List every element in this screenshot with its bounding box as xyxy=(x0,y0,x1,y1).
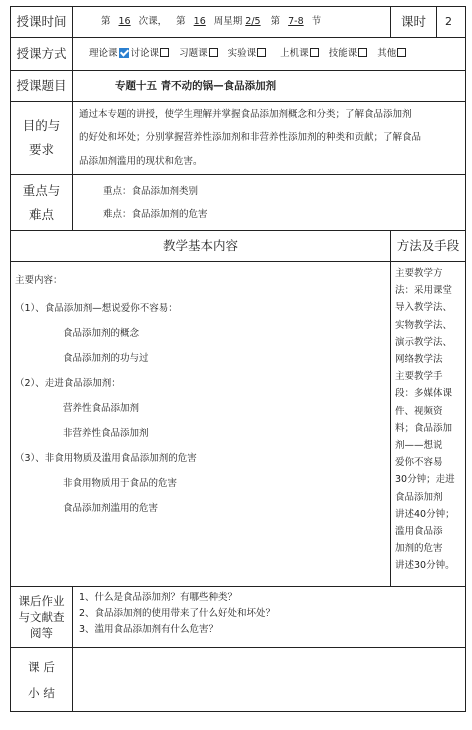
checkbox-skill[interactable] xyxy=(358,48,367,57)
option-exercise[interactable]: 习题课 xyxy=(179,48,208,59)
methods-line: 件、视频资 xyxy=(395,405,443,417)
methods-line: 网络教学法 xyxy=(395,354,443,366)
content-item: （1）、食品添加剂—想说爱你不容易： xyxy=(15,303,178,314)
topic-label: 授课题目 xyxy=(11,71,73,101)
day-number: 16 xyxy=(193,16,206,27)
content-item: 非食用物质用于食品的危害 xyxy=(63,478,178,489)
content-item: 非营养性食品添加剂 xyxy=(63,428,149,439)
content-item: 食品添加剂的概念 xyxy=(63,328,140,339)
methods-line: 爱你不容易 xyxy=(395,457,443,469)
content-body xyxy=(11,262,391,586)
row-objectives xyxy=(11,102,465,175)
row-content-body xyxy=(11,262,465,587)
homework-label: 课后作业 与文献查 阅等 xyxy=(11,587,73,647)
content-intro: 主要内容： xyxy=(15,275,63,286)
methods-line: 食品添加剂 xyxy=(395,491,443,503)
option-lab[interactable]: 实验课 xyxy=(227,48,257,59)
objectives-line-2: 的好处和坏处；分别掌握营养性添加剂和非营养性添加剂的种类和贡献；了解食品 xyxy=(79,132,422,143)
methods-line: 实物教学法、 xyxy=(395,319,453,331)
key-points-text xyxy=(73,175,465,230)
checkbox-discussion-checked[interactable] xyxy=(119,48,129,58)
difficult-point: 难点：食品添加剂的危害 xyxy=(103,209,208,220)
week-number: 16 xyxy=(118,16,131,27)
methods-line: 料；食品添加 xyxy=(395,422,453,434)
methods-line: 加剂的危害 xyxy=(395,543,443,555)
content-item: 食品添加剂的功与过 xyxy=(63,353,149,364)
methods-line: 讲述30分钟。 xyxy=(395,560,455,572)
lesson-plan-table xyxy=(10,6,466,712)
summary-label: 课 后 小 结 xyxy=(11,648,73,711)
homework-body xyxy=(73,587,465,647)
lesson-type-options xyxy=(73,38,465,70)
homework-question: 3、滥用食品添加剂有什么危害？ xyxy=(79,624,219,635)
row-topic xyxy=(11,71,465,102)
hours-label: 课时 xyxy=(391,7,437,37)
methods-line: 主要教学方 xyxy=(395,268,443,279)
methods-line: 主要教学手 xyxy=(395,371,443,383)
checkbox-discussion-box[interactable] xyxy=(160,48,169,57)
checkbox-computer[interactable] xyxy=(310,48,319,57)
homework-question: 2、食品添加剂的使用带来了什么好处和坏处？ xyxy=(79,608,276,619)
content-item: 营养性食品添加剂 xyxy=(63,403,140,414)
methods-line: 导入教学法、 xyxy=(395,302,453,314)
summary-value xyxy=(73,648,465,711)
methods-line: 段：多媒体课 xyxy=(395,388,453,400)
methods-line: 滥用食品添 xyxy=(395,526,443,538)
methods-line: 剂——想说 xyxy=(395,440,443,452)
option-computer[interactable]: 上机课 xyxy=(280,48,309,59)
row-key-points xyxy=(11,175,465,231)
lesson-time-label: 授课时间 xyxy=(11,7,73,37)
key-point: 重点：食品添加剂类别 xyxy=(103,186,199,197)
methods-lines xyxy=(395,265,465,575)
period: 7-8 xyxy=(288,16,304,27)
objectives-line-1: 通过本专题的讲授，使学生理解并掌握食品添加剂概念和分类；了解食品添加剂 xyxy=(79,109,412,120)
row-lesson-type xyxy=(11,38,465,71)
methods-body xyxy=(391,262,465,586)
checkbox-lab[interactable] xyxy=(257,48,266,57)
homework-question: 1、什么是食品添加剂？有哪些种类？ xyxy=(79,592,238,603)
row-homework xyxy=(11,587,465,648)
lesson-time-value: 第 16 次课， 第 16 周星期 2/5 第 7-8 节 xyxy=(73,7,391,37)
objectives-line-3: 品添加剂滥用的现状和危害。 xyxy=(79,156,203,167)
content-item: （2）、走进食品添加剂： xyxy=(15,378,121,389)
content-item: 食品添加剂滥用的危害 xyxy=(63,503,159,514)
option-discussion[interactable]: 讨论课 xyxy=(130,48,160,59)
checkbox-other[interactable] xyxy=(397,48,406,57)
row-content-header xyxy=(11,231,465,262)
option-other[interactable]: 其他 xyxy=(377,48,397,59)
content-item: （3）、非食用物质及滥用食品添加剂的危害 xyxy=(15,453,197,464)
key-points-label: 重点与 难点 xyxy=(11,175,73,230)
methods-line: 30分钟；走进 xyxy=(395,474,455,486)
topic-value: 专题十五 青不动的锅—食品添加剂 xyxy=(115,80,277,92)
methods-line: 讲述40分钟； xyxy=(395,508,455,520)
methods-title: 方法及手段 xyxy=(396,238,460,253)
objectives-text xyxy=(73,102,465,174)
weekday-date: 2/5 xyxy=(245,16,261,27)
methods-line: 法：采用课堂 xyxy=(395,285,453,297)
row-lesson-time xyxy=(11,7,465,38)
objectives-label: 目的与 要求 xyxy=(11,102,73,174)
methods-line: 演示教学法、 xyxy=(395,336,453,348)
content-title: 教学基本内容 xyxy=(11,231,391,261)
row-summary xyxy=(11,648,465,711)
lesson-type-label: 授课方式 xyxy=(11,38,73,70)
hours-value: 2 xyxy=(445,15,452,28)
checkbox-exercise[interactable] xyxy=(209,48,218,57)
option-skill[interactable]: 技能课 xyxy=(328,48,358,59)
option-theory[interactable]: 理论课 xyxy=(89,48,118,59)
